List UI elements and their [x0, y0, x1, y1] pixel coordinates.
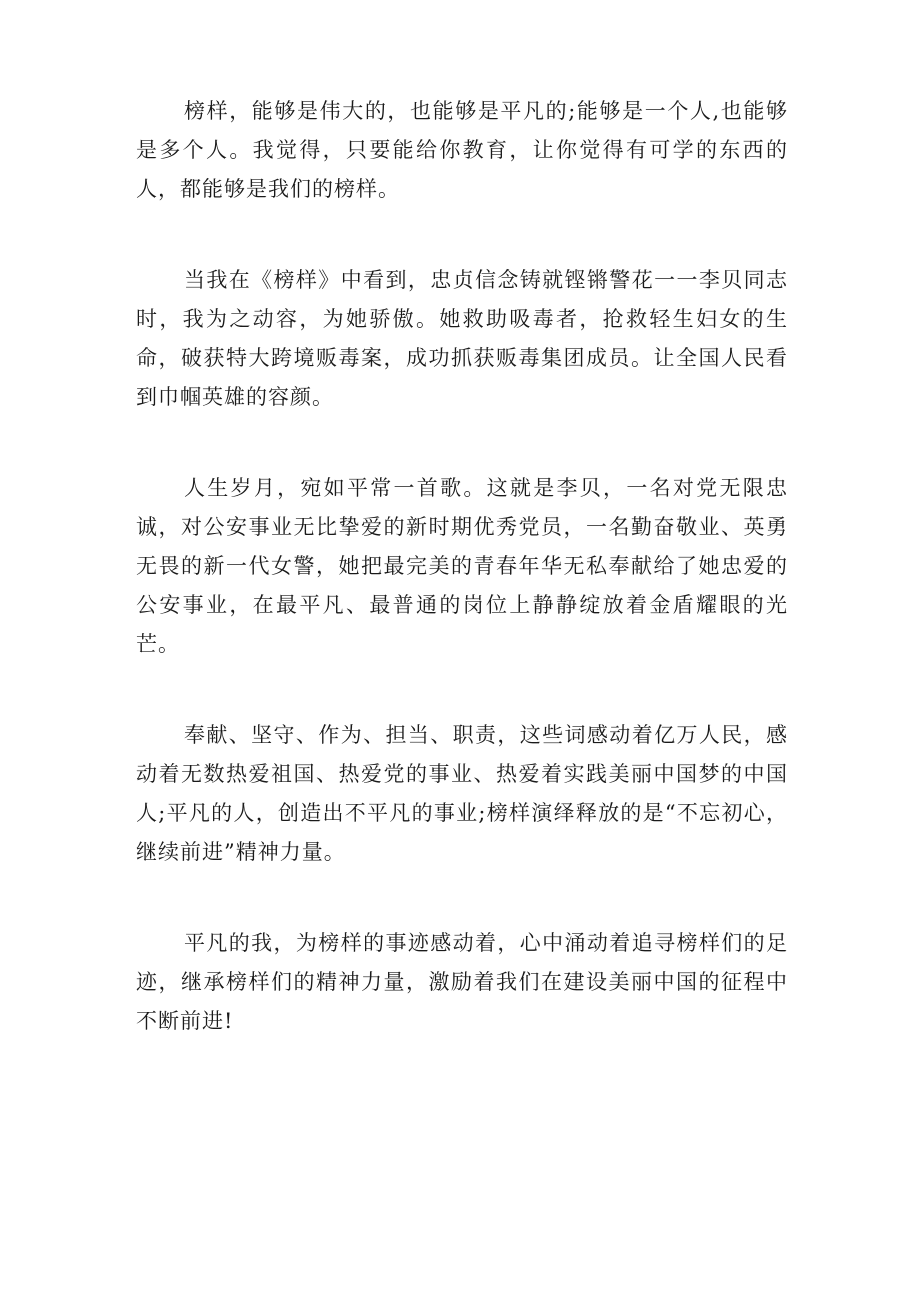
document-body [136, 92, 788, 1041]
paragraph-1: 榜样，能够是伟大的，也能够是平凡的;能够是一个人,也能够是多个人。我觉得，只要能给你教育，让你觉得有可学的东西的人，都能够是我们的榜样。 [136, 99, 788, 201]
paragraph-2: 当我在《榜样》中看到，忠贞信念铸就铿锵警花一一李贝同志时，我为之动容，为她骄傲。她救助吸毒者，抢救轻生妇女的生命，破获特大跨境贩毒案，成功抓获贩毒集团成员。让全国人民看到巾帼英雄的容颜。 [136, 268, 788, 409]
paragraph-5: 平凡的我，为榜样的事迹感动着，心中涌动着追寻榜样们的足迹，继承榜样们的精神力量，激励着我们在建设美丽中国的征程中不断前进! [136, 931, 788, 1033]
paragraph-4: 奉献、坚守、作为、担当、职责，这些词感动着亿万人民，感动着无数热爱祖国、热爱党的事业、热爱着实践美丽中国梦的中国人;平凡的人，创造出不平凡的事业;榜样演绎释放的是“不忘初心，继续前进”精神力量。 [136, 723, 788, 864]
paragraph-3: 人生岁月，宛如平常一首歌。这就是李贝，一名对党无限忠诚，对公安事业无比挚爱的新时期优秀党员，一名勤奋敬业、英勇无畏的新一代女警，她把最完美的青春年华无私奉献给了她忠爱的公安事业，在最平凡、最普通的岗位上静静绽放着金盾耀眼的光芒。 [136, 476, 788, 656]
